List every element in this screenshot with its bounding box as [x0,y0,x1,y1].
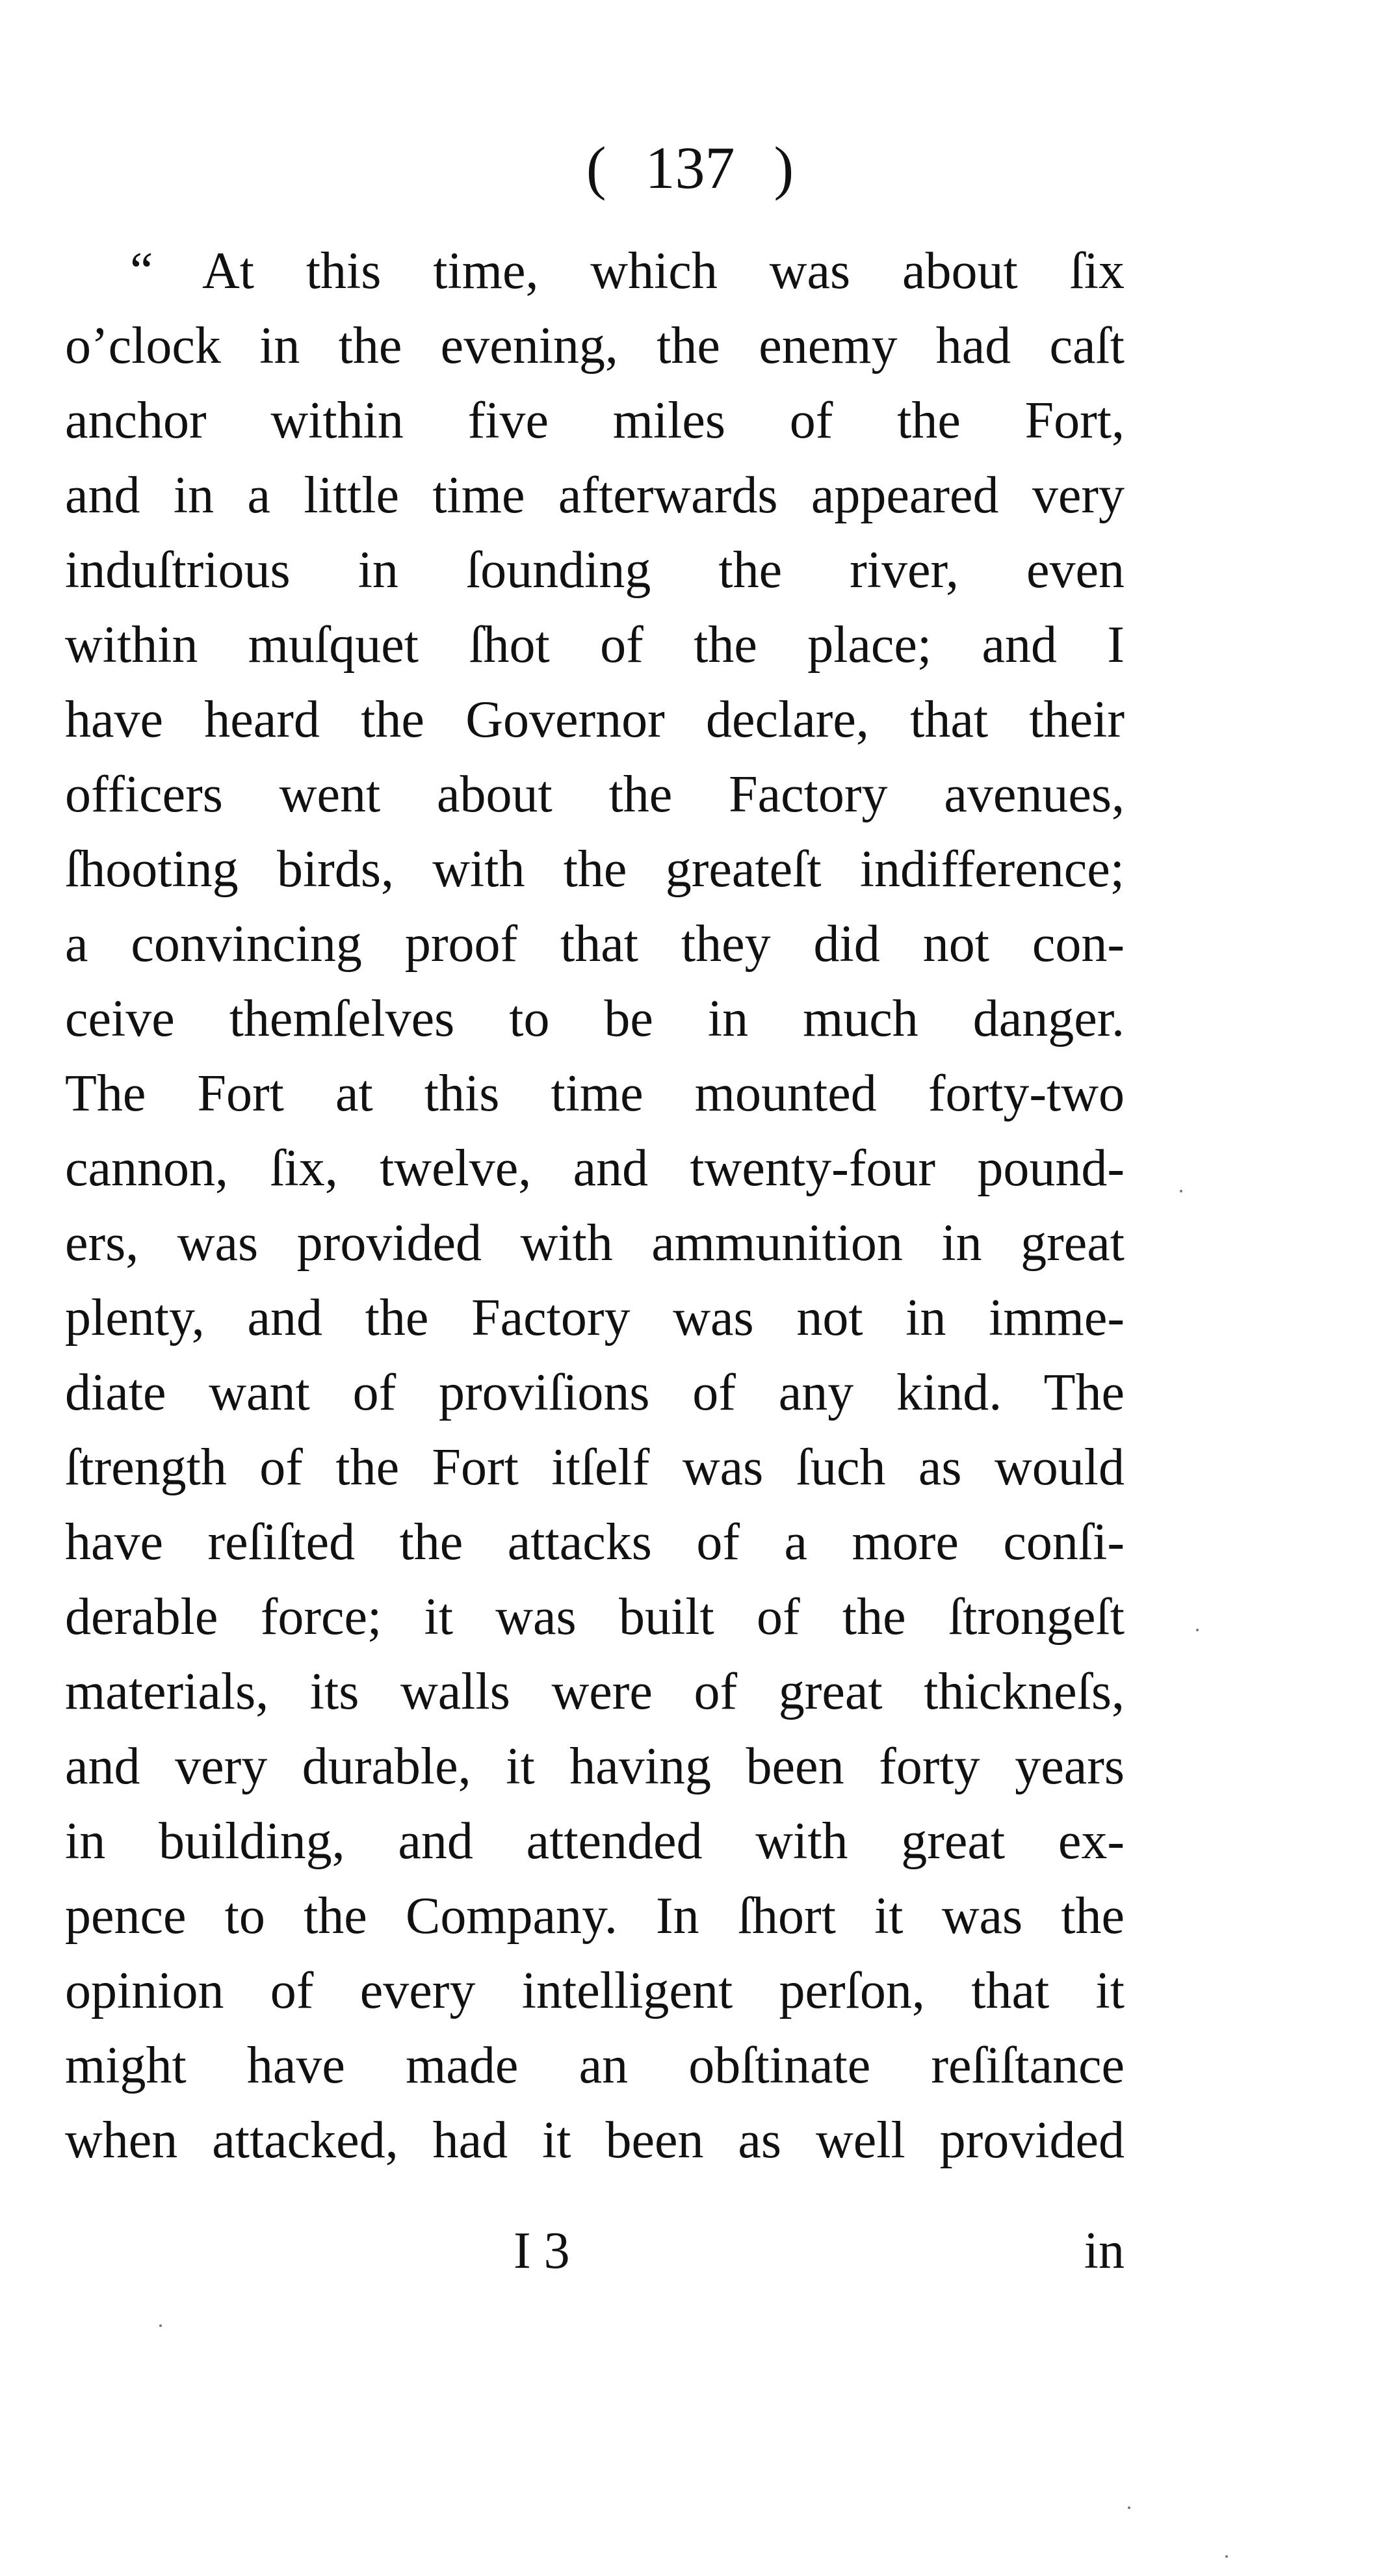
text-line: plenty, and the Factory was not in imme- [65,1289,1125,1347]
text-line: The Fort at this time mounted forty-two [65,1065,1125,1122]
signature-mark: I 3 [514,2222,570,2280]
text-line: anchor within five miles of the Fort, [65,392,1125,449]
text-line: materials, its walls were of great thickneſs, [65,1663,1125,1720]
text-line: have reſiſted the attacks of a more conſi- [65,1514,1125,1571]
page-header [0,133,1380,202]
text-line: o’clock in the evening, the enemy had caſt [65,317,1125,375]
catchword: in [1084,2222,1125,2280]
text-line: ſhooting birds, with the greateſt indifference; [65,841,1125,898]
text-line: in building, and attended with great ex- [65,1813,1125,1870]
ink-speck [1128,2506,1130,2509]
text-line: ers, was provided with ammunition in great [65,1215,1125,1272]
ink-speck [1225,2555,1228,2558]
text-line: derable force; it was built of the ſtrongeſt [65,1588,1125,1646]
text-line: diate want of proviſions of any kind. The [65,1364,1125,1421]
text-line: might have made an obſtinate reſiſtance [65,2037,1125,2094]
text-line: ceive themſelves to be in much danger. [65,990,1125,1047]
ink-speck [1196,1629,1199,1631]
text-line: have heard the Governor declare, that their [65,691,1125,748]
text-line: pence to the Company. In ſhort it was the [65,1887,1125,1945]
ink-speck [159,2324,162,2327]
text-line: and in a little time afterwards appeared very [65,467,1125,524]
text-line: cannon, ſix, twelve, and twenty-four pound- [65,1140,1125,1197]
text-line: opinion of every intelligent perſon, that it [65,1962,1125,2019]
body-text [65,234,1125,2178]
text-line: when attacked, had it been as well provided [65,2112,1125,2169]
text-line: and very durable, it having been forty years [65,1738,1125,1795]
text-line: a convincing proof that they did not con- [65,915,1125,973]
text-line: induſtrious in ſounding the river, even [65,542,1125,599]
text-line: within muſquet ſhot of the place; and I [65,616,1125,674]
page-number: 137 [645,135,735,201]
header-close-paren: ) [774,135,794,201]
header-open-paren: ( [586,135,606,201]
page-footer [65,2214,1125,2289]
ink-speck [1180,1190,1182,1192]
text-line: “ At this time, which was about ſix [130,243,1125,300]
text-line: officers went about the Factory avenues, [65,766,1125,823]
text-line: ſtrength of the Fort itſelf was ſuch as would [65,1439,1125,1496]
